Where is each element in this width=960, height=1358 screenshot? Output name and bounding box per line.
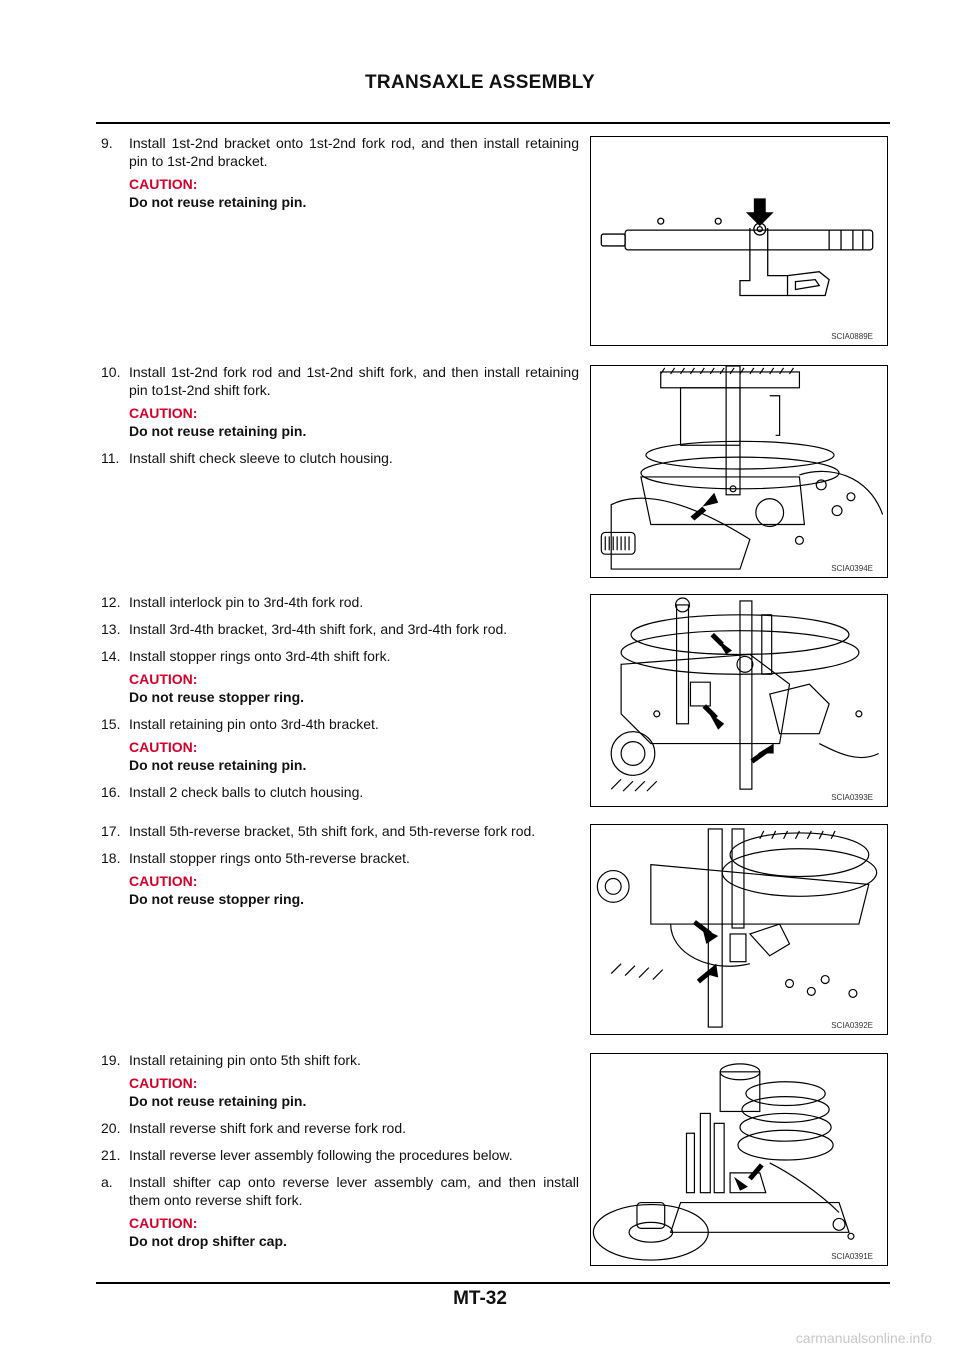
figure-label: SCIA0393E [831, 793, 873, 802]
fork-rod-bracket-illustration [591, 137, 887, 345]
step-15 [101, 715, 579, 733]
step-number: 11. [101, 450, 120, 466]
5th-reverse-bracket-illustration [591, 825, 887, 1034]
step-a [101, 1173, 579, 1209]
step-number: a. [101, 1174, 113, 1190]
step-11 [101, 449, 579, 467]
caution-block [101, 738, 579, 774]
figure-reverse-lever [590, 1053, 888, 1266]
step-number: 20. [101, 1120, 121, 1136]
step-number: 21. [101, 1147, 121, 1163]
figure-label: SCIA0391E [831, 1252, 873, 1261]
step-number: 14. [101, 648, 121, 664]
step-text: Install retaining pin onto 3rd-4th bracket. [129, 716, 379, 732]
step-number: 17. [101, 823, 121, 839]
figure-3rd-4th-fork [590, 594, 888, 807]
caution-label: CAUTION: [129, 739, 198, 755]
step-text: Install shift check sleeve to clutch housing. [129, 450, 393, 466]
section-step-17-18 [101, 822, 579, 917]
footer-rule [96, 1282, 890, 1284]
step-20 [101, 1119, 579, 1137]
step-text: Install 5th-reverse bracket, 5th shift fork, and 5th-reverse fork rod. [129, 823, 536, 839]
caution-label: CAUTION: [129, 671, 198, 687]
step-text: Install reverse lever assembly following the procedures below. [129, 1147, 513, 1163]
caution-text: Do not reuse retaining pin. [129, 194, 307, 210]
step-17 [101, 822, 579, 840]
step-text: Install reverse shift fork and reverse fork rod. [129, 1120, 406, 1136]
step-18 [101, 849, 579, 867]
shift-fork-gears-illustration [591, 366, 887, 577]
step-10 [101, 363, 579, 399]
step-number: 12. [101, 594, 121, 610]
step-text: Install interlock pin to 3rd-4th fork rod. [129, 594, 364, 610]
caution-text: Do not reuse retaining pin. [129, 423, 307, 439]
3rd-4th-fork-illustration [591, 595, 887, 806]
caution-label: CAUTION: [129, 1075, 198, 1091]
step-number: 19. [101, 1052, 121, 1068]
step-text: Install 1st-2nd bracket onto 1st-2nd fork rod, and then install retaining pin to 1st-2nd bracket. [129, 135, 579, 169]
step-13 [101, 620, 579, 638]
section-step-9 [101, 134, 579, 220]
step-number: 15. [101, 716, 121, 732]
step-text: Install stopper rings onto 3rd-4th shift fork. [129, 648, 391, 664]
step-text: Install 1st-2nd fork rod and 1st-2nd shift fork, and then install retaining pin to1st-2nd shift fork. [129, 364, 579, 398]
caution-block [101, 1074, 579, 1110]
step-number: 16. [101, 784, 121, 800]
reverse-lever-illustration [591, 1054, 887, 1265]
step-text: Install 2 check balls to clutch housing. [129, 784, 364, 800]
caution-block [101, 404, 579, 440]
caution-label: CAUTION: [129, 1215, 198, 1231]
section-step-12-16 [101, 593, 579, 810]
caution-block [101, 1214, 579, 1250]
page-title: TRANSAXLE ASSEMBLY [365, 72, 595, 93]
figure-label: SCIA0889E [831, 332, 873, 341]
caution-text: Do not drop shifter cap. [129, 1233, 287, 1249]
step-19 [101, 1051, 579, 1069]
page-number: MT-32 [453, 1288, 507, 1309]
step-9 [101, 134, 579, 170]
figure-shift-fork-gears [590, 365, 888, 578]
caution-text: Do not reuse retaining pin. [129, 1093, 307, 1109]
caution-text: Do not reuse retaining pin. [129, 757, 307, 773]
section-step-19-a [101, 1051, 579, 1259]
step-16 [101, 783, 579, 801]
figure-fork-rod-bracket [590, 136, 888, 346]
section-step-10-11 [101, 363, 579, 476]
step-text: Install 3rd-4th bracket, 3rd-4th shift fork, and 3rd-4th fork rod. [129, 621, 508, 637]
caution-block [101, 872, 579, 908]
step-text: Install shifter cap onto reverse lever assembly cam, and then install them onto reverse shift fork. [129, 1174, 579, 1208]
caution-text: Do not reuse stopper ring. [129, 891, 305, 907]
figure-label: SCIA0392E [831, 1021, 873, 1030]
caution-label: CAUTION: [129, 873, 198, 889]
watermark: carmanualsonline.info [795, 1330, 932, 1346]
caution-block [101, 175, 579, 211]
step-text: Install stopper rings onto 5th-reverse bracket. [129, 850, 410, 866]
step-number: 18. [101, 850, 121, 866]
step-14 [101, 647, 579, 665]
step-number: 9. [101, 135, 113, 151]
header-rule [96, 122, 890, 124]
step-21 [101, 1146, 579, 1164]
step-12 [101, 593, 579, 611]
figure-label: SCIA0394E [831, 564, 873, 573]
caution-text: Do not reuse stopper ring. [129, 689, 305, 705]
caution-block [101, 670, 579, 706]
figure-5th-reverse-bracket [590, 824, 888, 1035]
caution-label: CAUTION: [129, 405, 198, 421]
step-text: Install retaining pin onto 5th shift fork. [129, 1052, 361, 1068]
step-number: 13. [101, 621, 121, 637]
step-number: 10. [101, 364, 121, 380]
caution-label: CAUTION: [129, 176, 198, 192]
